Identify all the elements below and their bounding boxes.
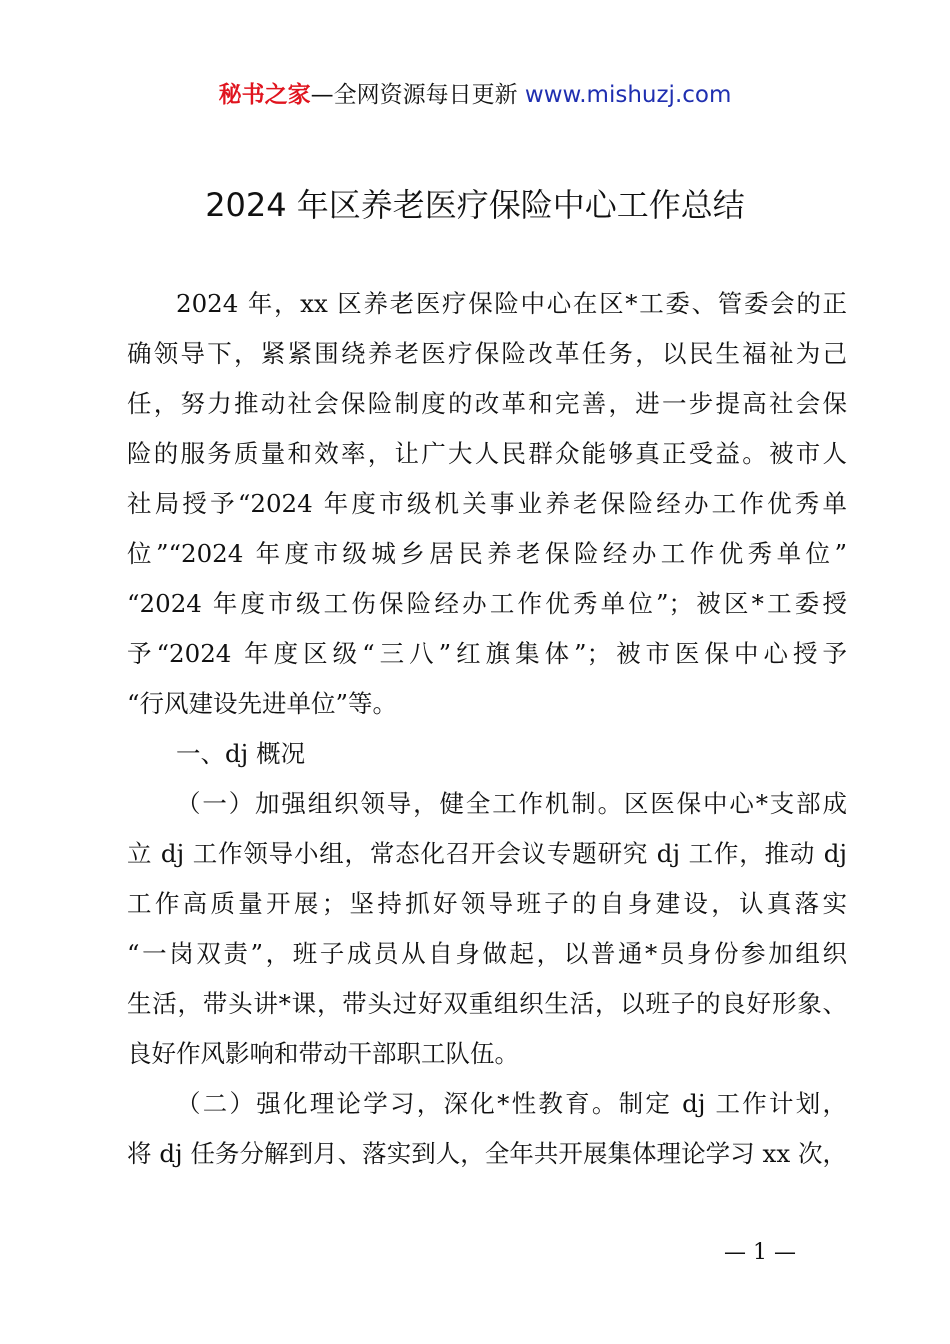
paragraph-line: （二）强化理论学习，深化*性教育。制定 dj 工作计划， [176,1089,847,1118]
paragraph-line: （一）加强组织领导，健全工作机制。区医保中心*支部成 [176,789,847,818]
site-url-link[interactable]: www.mishuzj.com [524,82,732,108]
paragraph-line: 位”“2024 年度市级城乡居民养老保险经办工作优秀单位” [127,539,847,568]
paragraph-line: 立 dj 工作领导小组，常态化召开会议专题研究 dj 工作，推动 dj [127,839,847,868]
paragraph-line: 生活，带头讲*课，带头过好双重组织生活，以班子的良好形象、 [127,989,847,1018]
paragraph-line: 险的服务质量和效率，让广大人民群众能够真正受益。被市人 [127,439,847,468]
document-title: 2024 年区养老医疗保险中心工作总结 [205,186,745,224]
site-tagline: —全网资源每日更新 [310,82,518,108]
site-brand: 秘书之家 [218,82,311,108]
paragraph-line: “行风建设先进单位”等。 [127,689,398,718]
page-number: — 1 — [724,1240,796,1265]
paragraph-line: 工作高质量开展；坚持抓好领导班子的自身建设，认真落实 [127,889,847,918]
section-heading: 一、dj 概况 [176,739,306,768]
paragraph-line: 社局授予“2024 年度市级机关事业养老保险经办工作优秀单 [127,489,847,518]
site-header [0,78,950,112]
paragraph-line: 任，努力推动社会保险制度的改革和完善，进一步提高社会保 [127,389,847,418]
paragraph-line: 良好作风影响和带动干部职工队伍。 [127,1039,519,1068]
paragraph-line: “2024 年度市级工伤保险经办工作优秀单位”；被区*工委授 [127,589,847,618]
paragraph-line: 将 dj 任务分解到月、落实到人，全年共开展集体理论学习 xx 次， [127,1139,847,1168]
paragraph-line: “一岗双责”，班子成员从自身做起，以普通*员身份参加组织 [127,939,847,968]
paragraph-line: 2024 年，xx 区养老医疗保险中心在区*工委、管委会的正 [176,289,847,318]
paragraph-line: 予“2024 年度区级“三八”红旗集体”；被市医保中心授予 [127,639,847,668]
paragraph-line: 确领导下，紧紧围绕养老医疗保险改革任务，以民生福祉为己 [127,339,847,368]
